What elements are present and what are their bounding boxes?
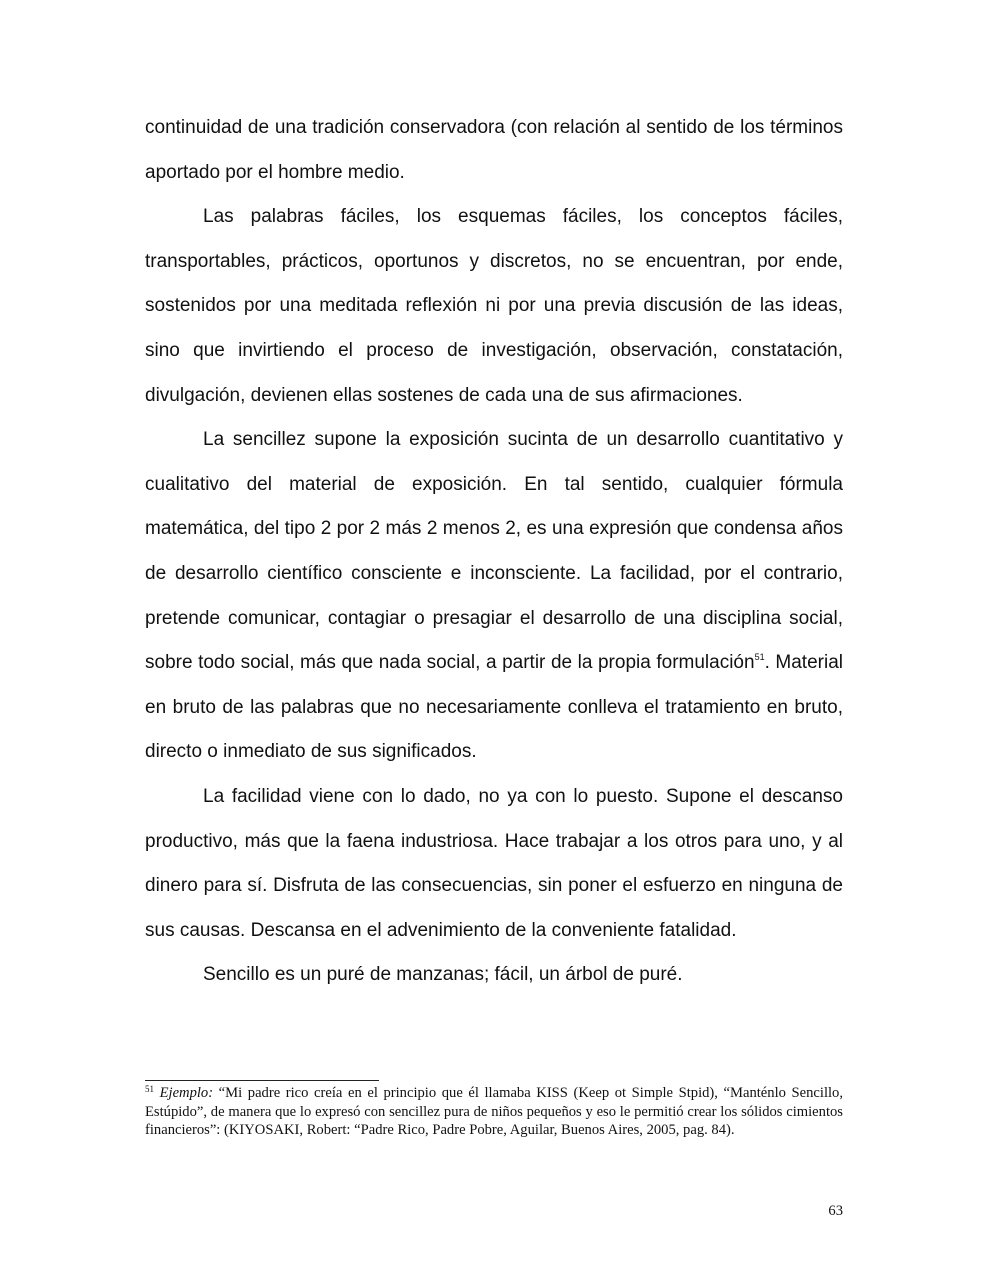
paragraph-2: Las palabras fáciles, los esquemas fáciles, los conceptos fáciles, transportables, prácticos, oportunos y discretos, no se encuentran, por ende, sostenidos por una meditada reflexión ni por una previa discusión de las ideas, sino que invirtiendo el proceso de investigación, observación, constatación, divulgación, devienen ellas sostenes de cada una de sus afirmaciones. [145,206,843,406]
paragraph-4: La facilidad viene con lo dado, no ya con lo puesto. Supone el descanso productivo, más que la faena industriosa. Hace trabajar a los otros para uno, y al dinero para sí. Disfruta de las consecuencias, sin poner el esfuerzo en ninguna de sus causas. Descansa en el advenimiento de la conveniente fatalidad. [145,785,843,941]
page-number: 63 [828,1203,843,1219]
footnote-label: Ejemplo: [159,1085,214,1101]
paragraph-5: Sencillo es un puré de manzanas; fácil, un árbol de puré. [203,964,683,986]
body-text [145,106,843,998]
paragraph-1: continuidad de una tradición conservadora (con relación al sentido de los términos aportado por el hombre medio. [145,117,843,183]
footnote-number: 51 [145,1084,154,1094]
footnote-separator [145,1080,379,1081]
paragraph-3-text-before-ref: La sencillez supone la exposición sucinta de un desarrollo cuantitativo y cualitativo del material de exposición. En tal sentido, cualquier fórmula matemática, del tipo 2 por 2 más 2 menos 2, es una expresión que condensa años de desarrollo científico consciente e inconsciente. La facilidad, por el contrario, pretende comunicar, contagiar o presagiar el desarrollo de una disciplina social, sobre todo social, más que nada social, a partir de la propia formulación [145,429,843,674]
footnote-reference[interactable]: 51 [754,652,765,663]
footnote-text: “Mi padre rico creía en el principio que él llamaba KISS (Keep ot Simple Stpid), “Manténlo Sencillo, Estúpido”, de manera que lo expresó con sencillez pura de niños pequeños y eso le permitió crear los sólidos cimientos financieros”: (KIYOSAKI, Robert: “Padre Rico, Padre Pobre, Aguilar, Buenos Aires, 2005, pag. 84). [145,1085,843,1139]
paragraph-3-text-after-ref: . Material en bruto de las palabras que no necesariamente conlleva el tratamiento en bruto, directo o inmediato de sus significados. [145,652,843,763]
footnote [145,1084,843,1140]
paragraph-3 [145,418,843,775]
